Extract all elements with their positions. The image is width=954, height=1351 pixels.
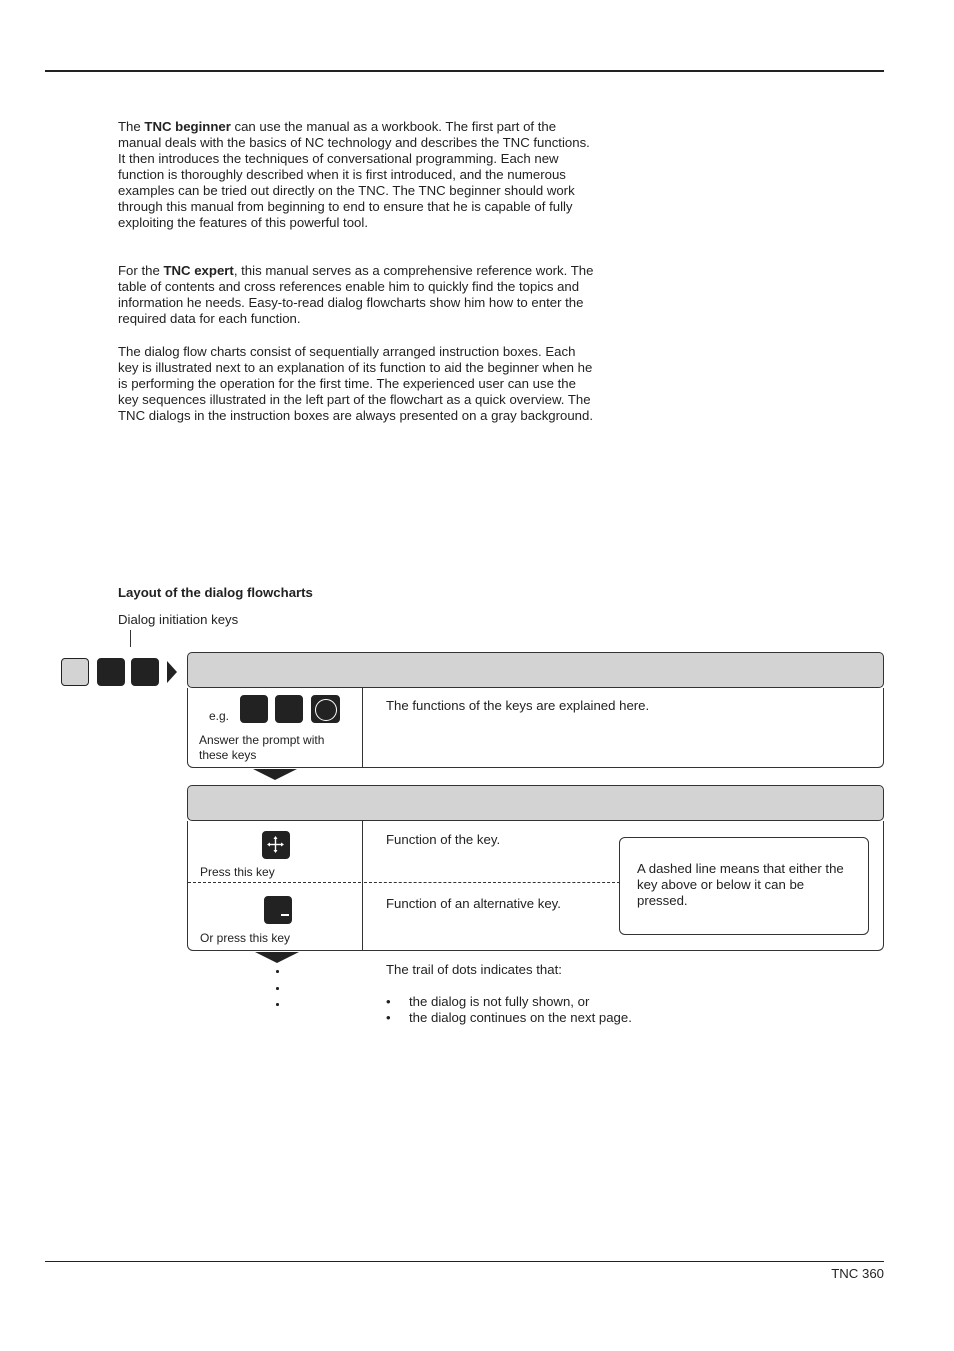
press-key-label: Press this key (200, 865, 275, 879)
arrow-right-icon (167, 661, 177, 683)
eg-label: e.g. (209, 709, 230, 723)
dashed-line-note: A dashed line means that either the key above or below it can be pressed. (637, 861, 844, 908)
box1-divider (362, 688, 363, 768)
intro-paragraph-beginner: The TNC beginner can use the manual as a workbook. The first part of the manual deals with the basics of NC technology and describes the TNC functions. It then introduces the techniques of conversational programming. Each new function is thoroughly described when it is first introduced, and the numerous examples can be tried out directly on the TNC. The TNC beginner should work through this manual from beginning to end to ensure that he is capable of fully exploiting the features of this powerful tool. (118, 119, 590, 230)
trail-dot (276, 987, 279, 990)
term-tnc-beginner: TNC beginner (144, 119, 231, 134)
initiation-pointer-line (130, 630, 131, 647)
dashed-separator-left (188, 882, 361, 883)
black-key-icon (240, 695, 268, 723)
key-function-text: Function of the key. (386, 832, 501, 847)
trail-dot (276, 970, 279, 973)
keys-explained-text: The functions of the keys are explained here. (386, 698, 650, 713)
dots-intro-text: The trail of dots indicates that: (386, 962, 562, 977)
bullet-marker: • (386, 994, 391, 1009)
or-press-key-label: Or press this key (200, 931, 291, 945)
section-heading: Layout of the dialog flowcharts (118, 585, 313, 600)
dots-bullet-1: the dialog is not fully shown, or (409, 994, 590, 1009)
intro-paragraph-expert: For the TNC expert, this manual serves as a comprehensive reference work. The table of contents and cross references enable him to quickly find the topics and information he needs. Easy-to-read dialog flowcharts show him how to enter the required data for each function. (118, 263, 594, 326)
flow-arrow-1 (253, 769, 297, 780)
bottom-rule (45, 1261, 884, 1262)
answer-prompt-label: Answer the prompt with these keys (199, 733, 325, 762)
dialog-prompt-bar-2 (187, 785, 884, 821)
black-key-icon (275, 695, 303, 723)
initiation-label: Dialog initiation keys (118, 612, 239, 627)
round-key-icon (311, 695, 340, 723)
intro-paragraph-flowcharts: The dialog flow charts consist of sequentially arranged instruction boxes. Each key is illustrated next to an explanation of its function to aid the beginner when he is performing the operation for the first time. The experienced user can use the key sequences illustrated in the left part of the flowchart as a quick overview. The TNC dialogs in the instruction boxes are always presented on a gray background. (118, 344, 594, 423)
black-key-icon (97, 658, 125, 686)
crosshair-key-icon (262, 831, 290, 859)
trail-dot (276, 1003, 279, 1006)
top-rule (45, 70, 884, 72)
box2-divider (362, 821, 363, 951)
grey-key-icon (61, 658, 89, 686)
term-tnc-expert: TNC expert (163, 263, 234, 278)
alt-key-function-text: Function of an alternative key. (386, 896, 561, 911)
footer-label: TNC 360 (831, 1266, 884, 1281)
dialog-prompt-bar-1 (187, 652, 884, 688)
flow-arrow-2 (255, 952, 299, 963)
dots-bullet-2: the dialog continues on the next page. (409, 1010, 632, 1025)
bullet-marker: • (386, 1010, 391, 1025)
black-key-icon (131, 658, 159, 686)
minus-key-icon (264, 896, 292, 924)
dashed-separator-right (364, 882, 620, 883)
